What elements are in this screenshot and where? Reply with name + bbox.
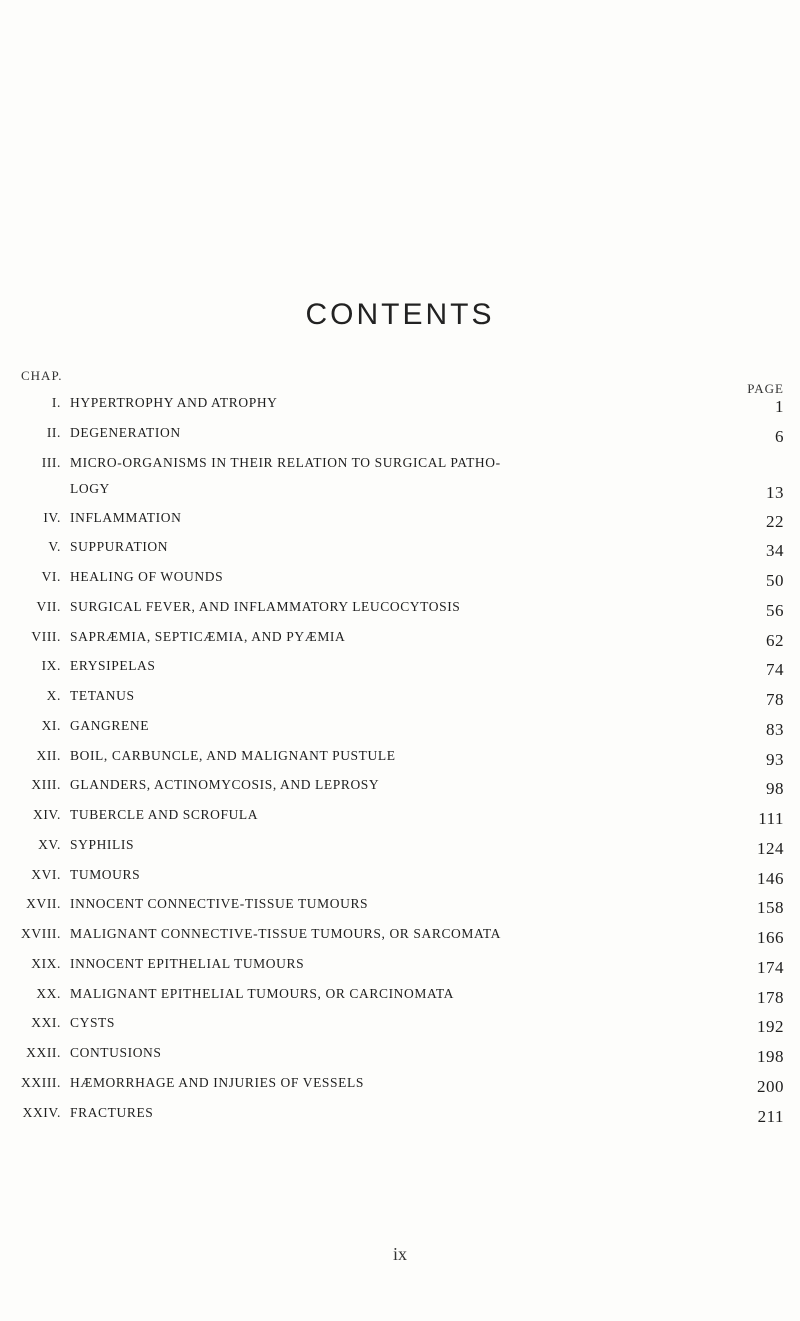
page-number: 146	[757, 868, 784, 888]
page-number: 174	[757, 957, 784, 977]
toc-entry	[0, 986, 800, 1016]
page-number: 83	[766, 719, 784, 739]
toc-entry	[0, 748, 800, 778]
toc-entry	[0, 569, 800, 599]
page-number: 6	[775, 426, 784, 446]
page-number: 111	[758, 809, 784, 828]
page-number: 98	[766, 779, 784, 799]
chapter-title: TUMOURS	[70, 866, 141, 882]
chapter-number: IV.	[43, 509, 61, 525]
chapter-number: XIII.	[31, 777, 61, 793]
chapter-title: ERYSIPELAS	[70, 658, 156, 674]
chapter-title: FRACTURES	[70, 1104, 154, 1120]
chapter-title: HYPERTROPHY AND ATROPHY	[70, 395, 278, 410]
toc-entry	[0, 658, 800, 688]
chapter-title: GANGRENE	[70, 717, 150, 733]
toc-entry	[0, 926, 800, 956]
chapter-title: INNOCENT EPITHELIAL TUMOURS	[70, 955, 305, 971]
chapter-title: SURGICAL FEVER, AND INFLAMMATORY LEUCOCYTOSIS	[70, 598, 461, 614]
page-number: 34	[766, 541, 784, 561]
chapter-title: TUBERCLE AND SCROFULA	[70, 807, 259, 822]
chapter-title: MALIGNANT EPITHELIAL TUMOURS, OR CARCINOMATA	[70, 985, 454, 1001]
page-number: 198	[757, 1047, 784, 1066]
chapter-title-continuation: LOGY	[70, 480, 110, 496]
toc-entry	[0, 1015, 800, 1045]
chapter-number: V.	[48, 539, 61, 555]
chapter-number: II.	[46, 424, 61, 440]
chapter-title: BOIL, CARBUNCLE, AND MALIGNANT PUSTULE	[70, 747, 396, 763]
chapter-title: TETANUS	[70, 688, 135, 703]
toc-entry	[0, 896, 800, 926]
toc-entry	[0, 807, 800, 837]
toc-entry	[0, 425, 800, 455]
chapter-number: VIII.	[31, 628, 61, 644]
page-number: 178	[757, 987, 784, 1007]
page-number: 200	[757, 1076, 784, 1096]
page-number: 158	[757, 898, 784, 918]
chapter-number: XIX.	[31, 955, 61, 971]
toc-entry	[0, 1045, 800, 1075]
page-number: 56	[766, 600, 784, 620]
chapter-number: VI.	[41, 569, 61, 584]
chapter-number: XI.	[41, 717, 61, 733]
chapter-number: XXIV.	[22, 1104, 61, 1120]
contents-list	[0, 395, 800, 1134]
chapter-title: MICRO-ORGANISMS IN THEIR RELATION TO SURGICAL PATHO-	[70, 454, 501, 470]
chapter-number: XVIII.	[21, 926, 61, 941]
toc-entry	[0, 629, 800, 659]
chapter-title: MALIGNANT CONNECTIVE-TISSUE TUMOURS, OR SARCOMATA	[70, 926, 501, 941]
page-number: 211	[757, 1106, 784, 1126]
chapter-number: IX.	[41, 658, 61, 674]
chapter-title: INFLAMMATION	[70, 509, 182, 525]
page-number: 1	[775, 397, 784, 416]
chapter-number: I.	[51, 395, 61, 410]
toc-entry	[0, 688, 800, 718]
page-number: 78	[766, 690, 784, 709]
chapter-number: III.	[41, 454, 61, 470]
toc-entry	[0, 1105, 800, 1135]
chapter-number: XV.	[38, 836, 61, 852]
toc-entry	[0, 539, 800, 569]
toc-entry	[0, 455, 800, 510]
chapter-number: XX.	[36, 985, 61, 1001]
chapter-number: XXI.	[31, 1015, 61, 1031]
chapter-title: GLANDERS, ACTINOMYCOSIS, AND LEPROSY	[70, 777, 380, 793]
toc-entry	[0, 395, 800, 425]
page-title: CONTENTS	[305, 298, 495, 331]
toc-entry	[0, 777, 800, 807]
chapter-title: SUPPURATION	[70, 539, 169, 555]
chapter-title: HEALING OF WOUNDS	[70, 569, 224, 584]
page-number: 13	[766, 482, 784, 502]
chap-column-header: CHAP.	[21, 368, 63, 383]
page-number: 93	[766, 749, 784, 769]
chapter-title: DEGENERATION	[70, 424, 181, 440]
folio-page-number: ix	[392, 1244, 407, 1264]
toc-entry	[0, 956, 800, 986]
page-number: 192	[757, 1017, 784, 1037]
chapter-title: SAPRÆMIA, SEPTICÆMIA, AND PYÆMIA	[70, 628, 346, 644]
chapter-number: XIV.	[32, 807, 61, 822]
chapter-title: INNOCENT CONNECTIVE-TISSUE TUMOURS	[70, 896, 369, 912]
toc-entry	[0, 718, 800, 748]
chapter-number: VII.	[36, 598, 61, 614]
chapter-number: XVI.	[31, 866, 61, 882]
page-number: 22	[766, 511, 784, 531]
chapter-number: XXIII.	[21, 1074, 61, 1090]
chapter-number: XXII.	[26, 1045, 61, 1060]
chapter-number: X.	[46, 688, 61, 703]
page-number: 74	[766, 660, 784, 680]
toc-entry	[0, 1075, 800, 1105]
page-number: 50	[766, 571, 784, 590]
chapter-title: SYPHILIS	[70, 836, 135, 852]
page-column-header: PAGE	[747, 381, 784, 396]
chapter-number: XII.	[36, 747, 61, 763]
chapter-title: HÆMORRHAGE AND INJURIES OF VESSELS	[70, 1074, 364, 1090]
chapter-title: CYSTS	[70, 1015, 116, 1031]
page-number: 62	[766, 630, 784, 650]
chapter-title: CONTUSIONS	[70, 1045, 162, 1060]
toc-entry	[0, 510, 800, 540]
toc-entry	[0, 837, 800, 867]
toc-entry	[0, 867, 800, 897]
page-number: 124	[757, 838, 784, 858]
toc-entry	[0, 599, 800, 629]
chapter-number: XVII.	[26, 896, 61, 912]
page-number: 166	[757, 928, 784, 947]
